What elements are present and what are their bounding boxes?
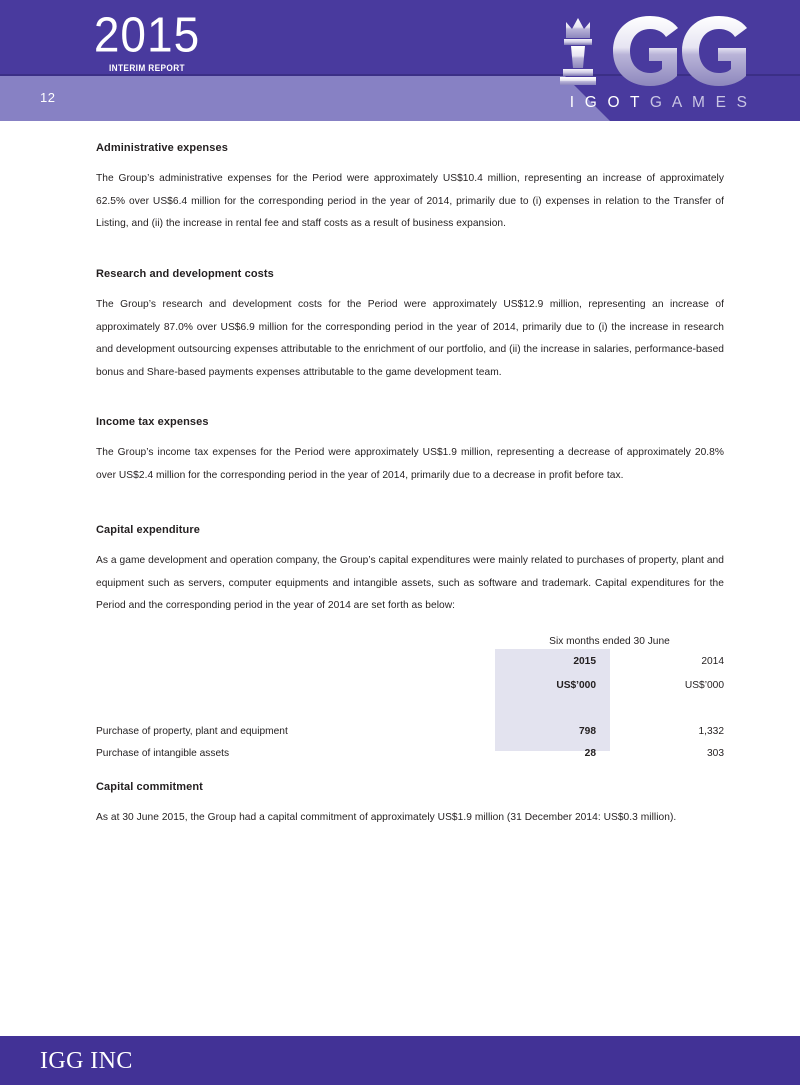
heading-research-development-costs: Research and development costs	[96, 268, 274, 280]
heading-income-tax-expenses: Income tax expenses	[96, 416, 209, 428]
capital-expenditure-table	[96, 633, 724, 765]
header-unit-2014: US$’000	[684, 680, 724, 691]
row-label-ppe: Purchase of property, plant and equipment	[96, 726, 288, 737]
table-unit-header-row	[96, 675, 724, 697]
table-year-header-row	[96, 649, 724, 675]
page-header	[0, 0, 800, 121]
heading-administrative-expenses: Administrative expenses	[96, 142, 228, 154]
row-value-ppe-2015: 798	[579, 726, 596, 737]
table-row	[96, 743, 724, 765]
heading-capital-commitment: Capital commitment	[96, 781, 203, 793]
row-value-intangible-2014: 303	[707, 748, 724, 759]
logo-tagline-games: G A M E S	[649, 94, 751, 111]
igg-logo-mark	[558, 10, 758, 96]
report-type-label: INTERIM REPORT	[108, 63, 185, 73]
header-unit-2015: US$’000	[556, 680, 596, 691]
header-year-2015: 2015	[573, 656, 596, 667]
heading-capital-expenditure: Capital expenditure	[96, 524, 200, 536]
header-diagonal-band	[0, 76, 620, 121]
paragraph-research-development-costs: The Group’s research and development costs for the Period were approximately US$12.9 million, representing an increase of approximately 87.0% over US$6.9 million for the corresponding period in the year of 2014, primarily due to (i) the increase in research and development outsourcing expenses attributable to the enrichment of our portfolio, and (ii) the increase in salaries, performance-based bonus and Share-based payments expenses attributable to the game development team.	[96, 299, 724, 378]
page-number: 12	[40, 90, 56, 105]
footer-company-name: IGG INC	[40, 1048, 133, 1074]
report-year: 2015	[93, 6, 201, 63]
crown-icon	[566, 18, 590, 38]
header-year-2014: 2014	[701, 656, 724, 667]
table-span-header: Six months ended 30 June	[549, 636, 670, 647]
paragraph-income-tax-expenses: The Group’s income tax expenses for the Period were approximately US$1.9 million, representing a decrease of approximately 20.8% over US$2.4 million for the corresponding period in the year of 2014, primarily due to a decrease in profit before tax.	[96, 447, 724, 481]
row-label-intangible: Purchase of intangible assets	[96, 748, 230, 759]
capital-expenditure-table-wrapper	[96, 633, 724, 765]
table-spacer-row	[96, 697, 724, 721]
row-value-intangible-2015: 28	[584, 748, 596, 759]
logo-tagline-igot: I G O T	[569, 94, 650, 111]
paragraph-capital-expenditure: As a game development and operation company, the Group’s capital expenditures were mainly related to purchases of property, plant and equipment such as servers, computer equipments and intangible assets, such as software and trademark. Capital expenditures for the Period and the corresponding period in the year of 2014 are set forth as below:	[96, 555, 724, 611]
table-row	[96, 721, 724, 743]
igg-logo-tagline	[562, 94, 758, 112]
report-year-block	[47, 8, 247, 73]
page-footer	[0, 1036, 800, 1085]
row-value-ppe-2014: 1,332	[698, 726, 724, 737]
table-span-header-row	[96, 633, 724, 649]
paragraph-administrative-expenses: The Group’s administrative expenses for the Period were approximately US$10.4 million, representing an increase of approximately 62.5% over US$6.4 million for the corresponding period in the year of 2014, primarily due to (i) expenses in relation to the Transfer of Listing, and (ii) the increase in rental fee and staff costs as a result of business expansion.	[96, 173, 724, 229]
paragraph-capital-commitment: As at 30 June 2015, the Group had a capital commitment of approximately US$1.9 million (31 December 2014: US$0.3 million).	[96, 812, 677, 823]
igg-logo	[558, 10, 758, 115]
